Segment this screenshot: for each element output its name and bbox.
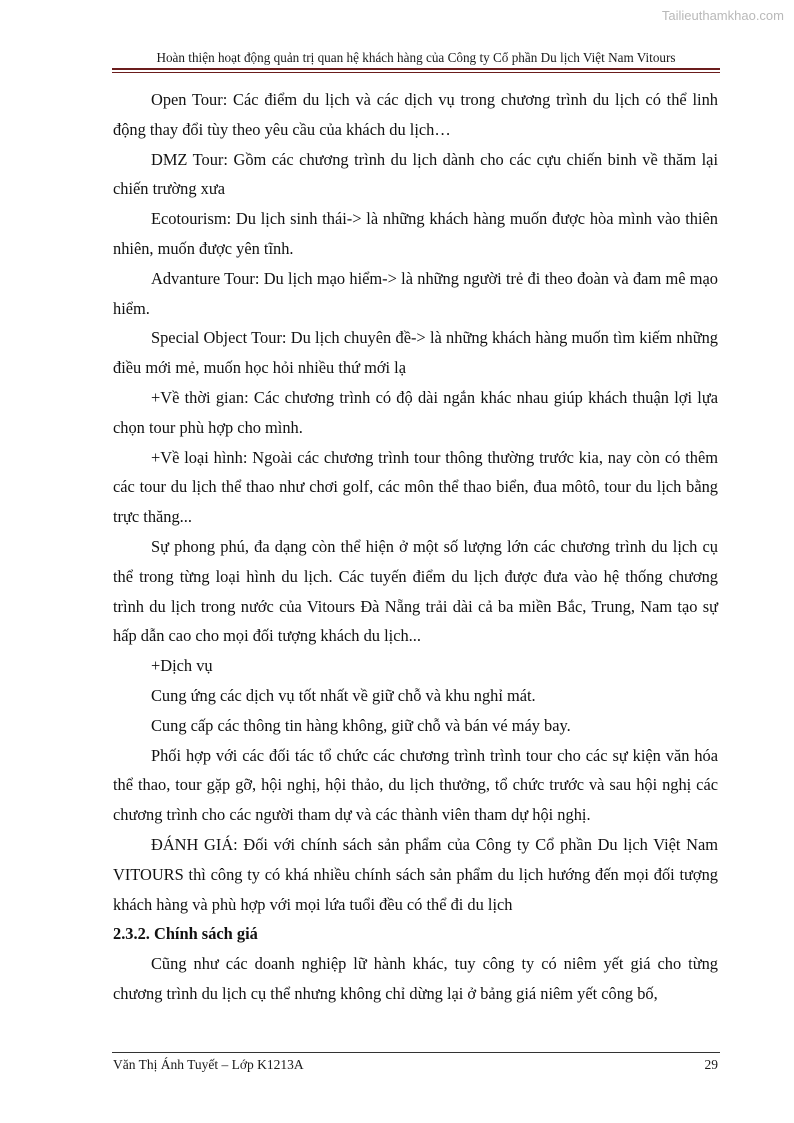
paragraph-service-events: Phối hợp với các đối tác tổ chức các chương trình trình tour cho các sự kiện văn hóa thể thao, tour gặp gỡ, hội nghị, hội thảo, du lịch thưởng, tổ chức trước và sau hội nghị các chương trình cho các người tham dự và các thành viên tham dự hội nghị. bbox=[113, 745, 718, 825]
footer-divider bbox=[112, 1052, 720, 1053]
paragraph-time: +Về thời gian: Các chương trình có độ dài ngắn khác nhau giúp khách thuận lợi lựa chọn tour phù hợp cho mình. bbox=[113, 387, 718, 437]
paragraph-pricing-policy: Cũng như các doanh nghiệp lữ hành khác, tuy công ty có niêm yết giá cho từng chương trình du lịch cụ thể nhưng không chỉ dừng lại ở bảng giá niêm yết công bố, bbox=[113, 954, 718, 1003]
page-header-title: Hoàn thiện hoạt động quản trị quan hệ khách hàng của Công ty Cổ phần Du lịch Việt Nam Vitours bbox=[156, 50, 676, 65]
page-number: 29 bbox=[704, 1057, 718, 1072]
document-body bbox=[113, 85, 718, 1009]
footer-author: Văn Thị Ánh Tuyết – Lớp K1213A bbox=[113, 1057, 304, 1072]
paragraph-service-airline: Cung cấp các thông tin hàng không, giữ chỗ và bán vé máy bay. bbox=[151, 715, 571, 735]
paragraph-dmz-tour: DMZ Tour: Gồm các chương trình du lịch dành cho các cựu chiến binh về thăm lại chiến trường xưa bbox=[113, 149, 718, 199]
paragraph-evaluation: ĐÁNH GIÁ: Đối với chính sách sản phẩm của Công ty Cổ phần Du lịch Việt Nam VITOURS thì công ty có khá nhiều chính sách sản phẩm du lịch hướng đến mọi đối tượng khách hàng và phù hợp với mọi lứa tuổi đều có thể đi du lịch bbox=[113, 834, 718, 914]
section-heading: 2.3.2. Chính sách giá bbox=[113, 924, 258, 944]
paragraph-services-label: +Dịch vụ bbox=[151, 656, 213, 676]
paragraph-advanture-tour: Advanture Tour: Du lịch mạo hiểm-> là những người trẻ đi theo đoàn và đam mê mạo hiểm. bbox=[113, 268, 718, 318]
paragraph-special-object-tour: Special Object Tour: Du lịch chuyên đề-> là những khách hàng muốn tìm kiếm những điều mới mẻ, muốn học hỏi nhiều thứ mới lạ bbox=[113, 328, 718, 378]
paragraph-open-tour: Open Tour: Các điểm du lịch và các dịch vụ trong chương trình du lịch có thể linh động thay đổi tùy theo yêu cầu của khách du lịch… bbox=[113, 90, 718, 139]
paragraph-ecotourism: Ecotourism: Du lịch sinh thái-> là những khách hàng muốn được hòa mình vào thiên nhiên, muốn được yên tĩnh. bbox=[113, 209, 718, 258]
paragraph-service-booking: Cung ứng các dịch vụ tốt nhất về giữ chỗ và khu nghỉ mát. bbox=[151, 685, 536, 705]
header-divider-thick bbox=[112, 68, 720, 70]
paragraph-diversity: Sự phong phú, đa dạng còn thể hiện ở một số lượng lớn các chương trình du lịch cụ thể trong từng loại hình du lịch. Các tuyến điểm du lịch được đưa vào hệ thống chương trình du lịch trong nước của Vitours Đà Nẵng trải dài cả ba miền Bắc, Trung, Nam tạo sự hấp dẫn cao cho mọi đối tượng khách du lịch... bbox=[113, 536, 718, 646]
paragraph-type: +Về loại hình: Ngoài các chương trình tour thông thường trước kia, nay còn có thêm các tour du lịch thể thao như chơi golf, các môn thể thao biển, đua môtô, tour du lịch bằng trực thăng... bbox=[113, 447, 718, 527]
header-divider-thin bbox=[112, 72, 720, 73]
watermark: Tailieuthamkhao.com bbox=[661, 8, 784, 23]
